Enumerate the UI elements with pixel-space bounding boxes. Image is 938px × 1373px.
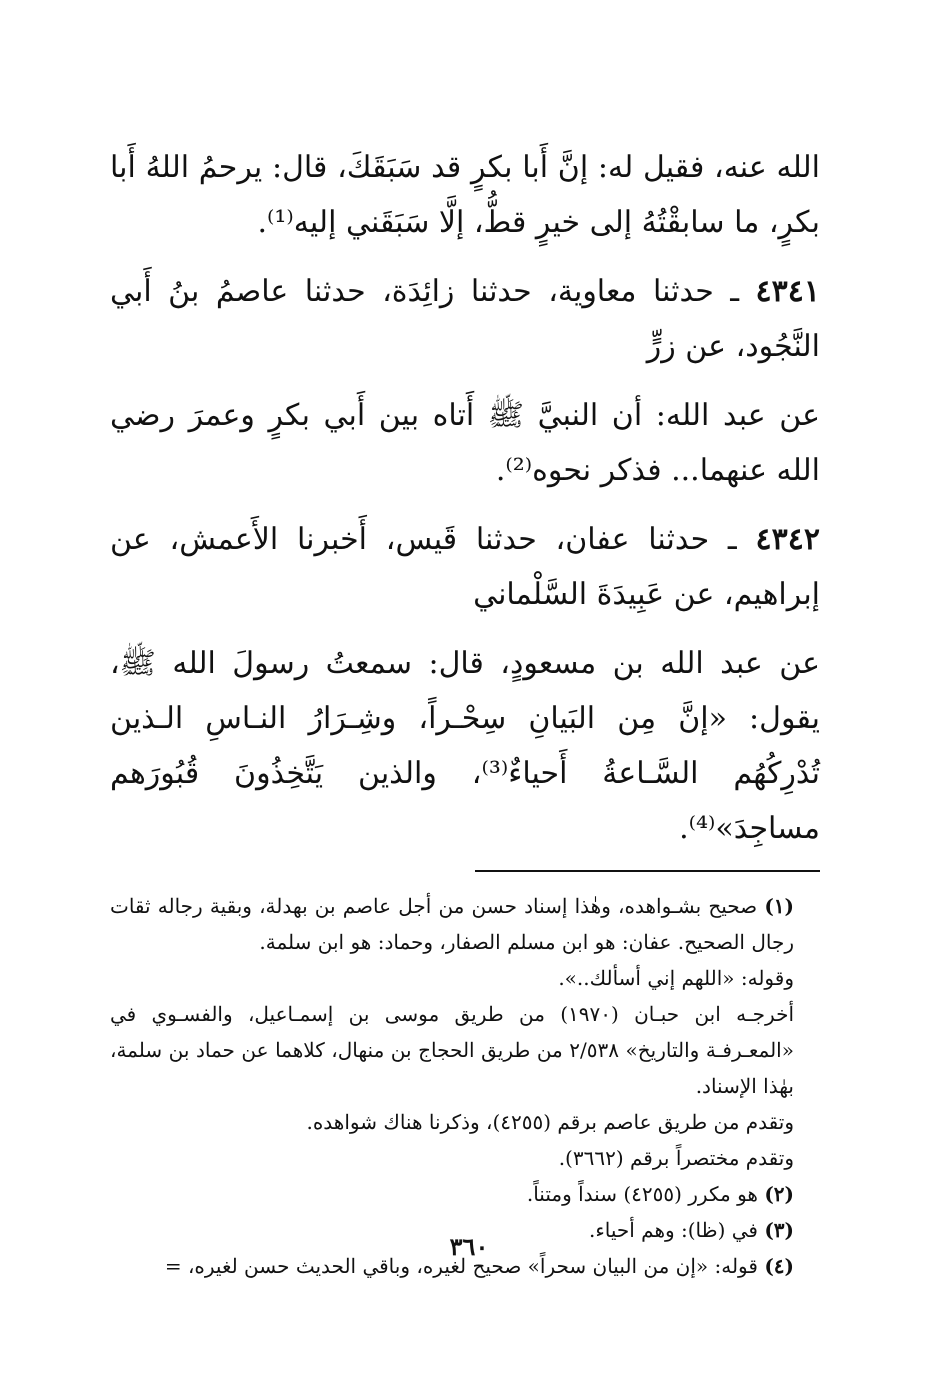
- footnote-separator: [475, 870, 820, 872]
- book-page: [110, 140, 820, 1284]
- footnote-mark: (٤): [764, 1254, 794, 1278]
- footnote-1: [110, 888, 820, 960]
- footnote-text: هو مكرر (٤٢٥٥) سنداً ومتناً.: [526, 1182, 758, 1206]
- footnote-mark: (١): [764, 894, 794, 918]
- isnad-text: ـ حدثنا معاوية، حدثنا زائِدَة، حدثنا عاصمُ بنُ أَبي النَّجُود، عن زرٍّ: [110, 274, 820, 364]
- page-number: ٣٦٠: [449, 1232, 489, 1261]
- footnote-1-cross-ref: وتقدم من طريق عاصم برقم (٤٢٥٥)، وذكرنا هناك شواهده.: [306, 1110, 794, 1134]
- hadith-4341-isnad: [110, 264, 820, 374]
- hadith-4341-matn: عن عبد الله: أن النبيَّ ﷺ أَتاه بين أَبي بكرٍ وعمرَ رضي الله عنهما... فذكر نحوه⁽²⁾.: [110, 398, 820, 488]
- footnote-text: في (ظا): وهم أحياء.: [588, 1218, 758, 1242]
- footnote-2: [110, 1176, 820, 1212]
- hadith-number: ٤٣٤٢: [755, 522, 820, 557]
- footnote-1-quote: وقوله: «اللهم إني أسألك..».: [558, 966, 794, 990]
- paragraph-continuation: الله عنه، فقيل له: إنَّ أَبا بكرٍ قد سَبَقَكَ، قال: يرحمُ اللهُ أَبا بكرٍ، ما سابقْتُهُ إلى خيرٍ قطُّ، إلَّا سَبَقَني إليه⁽¹⁾.: [110, 150, 820, 240]
- footnote-1-cross-ref-short: وتقدم مختصراً برقم (٣٦٦٢).: [558, 1146, 794, 1170]
- hadith-4342-matn: عن عبد الله بن مسعودٍ، قال: سمعتُ رسولَ الله ﷺ، يقول: «إنَّ مِن البَيانِ سِحْـراً، وشِـرَارُ النـاسِ الـذين تُدْرِكُهُم السَّـاعةُ أَحياءٌ⁽³⁾، والذين يَتَّخِذُونَ قُبُورَهم مساجِدَ»⁽⁴⁾.: [110, 646, 820, 846]
- footnotes: [110, 888, 820, 1284]
- footnote-mark: (٢): [764, 1182, 794, 1206]
- footnote-separator-wrap: [110, 870, 820, 872]
- footnote-mark: (٣): [764, 1218, 794, 1242]
- isnad-text: ـ حدثنا عفان، حدثنا قَيس، أَخبرنا الأَعمش، عن إبراهيم، عن عَبِيدَةَ السَّلْماني: [110, 522, 820, 612]
- hadith-4342-isnad: [110, 512, 820, 622]
- footnote-1-takhrij: أخرجـه ابن حبـان (١٩٧٠) من طريق موسى بن إسمـاعيل، والفسـوي في «المعـرفـة والتاريخ» ٢/٥٣٨ من طريق الحجاج بن منهال، كلاهما عن حماد بن سلمة، بهٰذا الإسناد.: [110, 1002, 794, 1098]
- hadith-number: ٤٣٤١: [755, 274, 820, 309]
- footnote-text: صحيح بشـواهده، وهٰذا إسناد حسن من أجل عاصم بن بهدلة، وبقية رجاله ثقات رجال الصحيح. عفان: هو ابن مسلم الصفار، وحماد: هو ابن سلمة.: [110, 894, 794, 954]
- footnote-text: قوله: «إن من البيان سحراً» صحيح لغيره، وباقي الحديث حسن لغيره، =: [164, 1254, 758, 1278]
